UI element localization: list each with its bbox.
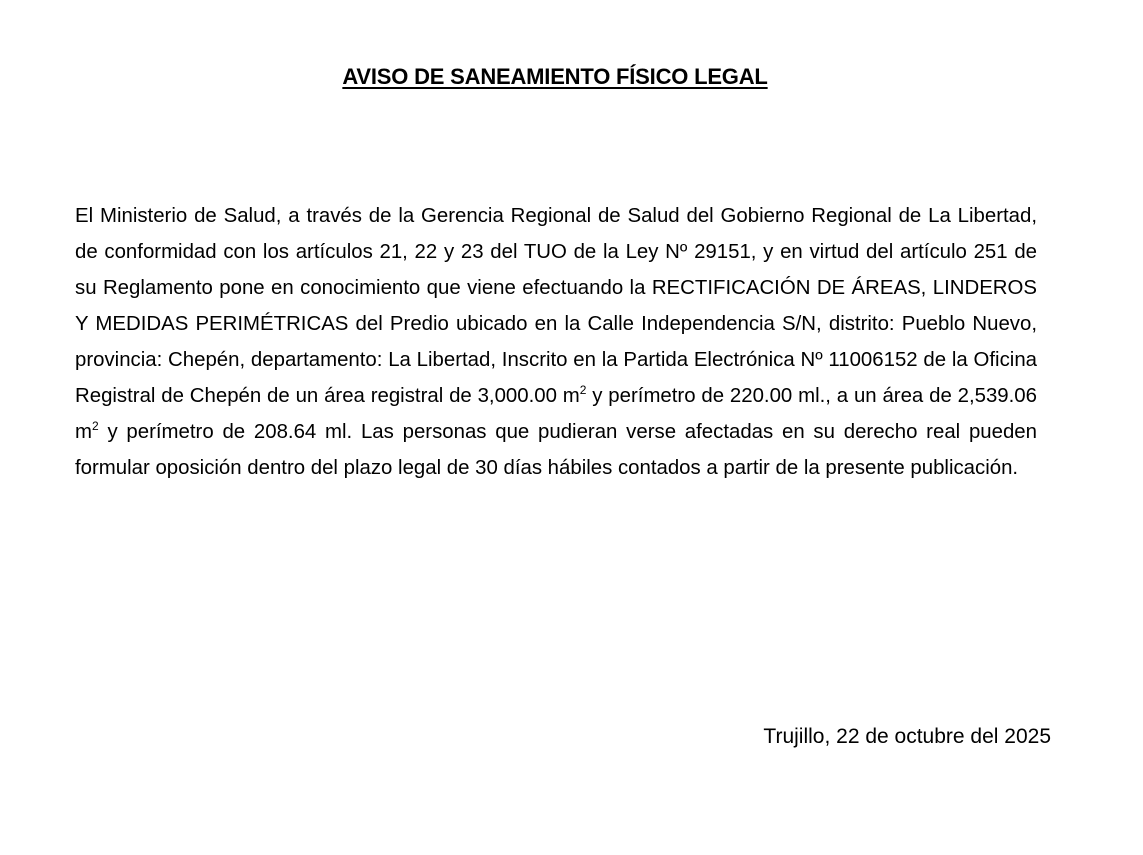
place-and-date: Trujillo, 22 de octubre del 2025: [763, 725, 1051, 748]
document-title: AVISO DE SANEAMIENTO FÍSICO LEGAL: [342, 64, 768, 89]
notice-text-part-3: y perímetro de 208.64 ml. Las personas que pudieran verse afectadas en su derecho real pueden formular oposición dentro del plazo legal de 30 días hábiles contados a partir de la presente publicación.: [75, 421, 1037, 479]
notice-text-part-1: El Ministerio de Salud, a través de la Gerencia Regional de Salud del Gobierno Regional de La Libertad, de conformidad con los artículos 21, 22 y 23 del TUO de la Ley Nº 29151, y en virtud del artículo 251 de su Reglamento pone en conocimiento que viene efectuando la RECTIFICACIÓN DE ÁREAS, LINDEROS Y MEDIDAS PERIMÉTRICAS del Predio ubicado en la Calle Independencia S/N, distrito: Pueblo Nuevo, provincia: Chepén, departamento: La Libertad, Inscrito en la Partida Electrónica Nº 11006152 de la Oficina Registral de Chepén de un área registral de 3,000.00 m: [75, 205, 1037, 407]
notice-body: [75, 198, 1037, 486]
superscript-squared: 2: [579, 383, 587, 398]
superscript-squared: 2: [92, 419, 99, 434]
notice-text-part-2: y perímetro de 220.00 ml., a un área de 2,539.06 m: [75, 385, 1037, 443]
